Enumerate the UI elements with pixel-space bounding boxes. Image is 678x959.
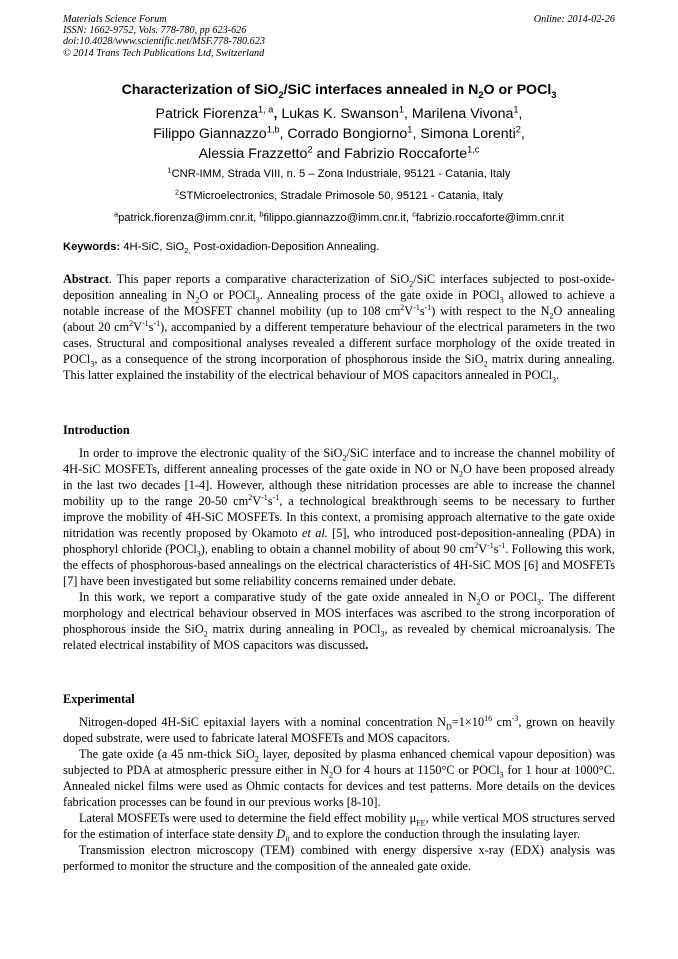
paragraph: Nitrogen-doped 4H-SiC epitaxial layers with a nominal concentration $N_D=1\times 10^{16}$ $cm^{-3}$, grown on heavily doped substrate, were used to fabricate lateral MOSFETs and MOS capacitors. <box>63 713 615 745</box>
author-line-2: Filippo Giannazzo$^{1,b}$, Corrado Bongiorno$^1$, Simona Lorenti$^2$, <box>153 124 525 142</box>
author-line-3: Alessia Frazzetto$^2$ and Fabrizio Roccaforte$^{1,c}$ <box>198 144 480 162</box>
paragraph: In order to improve the electronic quality of the SiO$_2$/SiC interface and to increase the channel mobility of 4H-SiC MOSFETs, different annealing processes of the gate oxide in NO or $N_2O$ have been proposed already in the last two decades [1-4]. However, although these nitridation processes are able to increase the channel mobility up to the range 20-50 $cm^2V^{-1}s^{-1}$, a technological breakthrough seems to be necessary to further improve the mobility of 4H-SiC MOSFETs. In this context, a promising approach alternative to the gate oxide nitridation was recently proposed by Okamoto et al. [5], who introduced post-deposition-annealing (PDA) in phosphoryl chloride (POCl$_3$), enabling to obtain a channel mobility of about 90 $cm^2V^{-1}s^{-1}$. Following this work, the effects of phosphorous-based annealings on the electrical characteristics of 4H-SiC MOS [6] and MOSFETs [7] have been investigated but some reliability concerns remained under debate. <box>63 446 616 588</box>
experimental-body <box>63 714 615 874</box>
keywords: Keywords: 4H-SiC, SiO$_{2,}$ Post-oxidadion-Deposition Annealing. <box>63 241 380 256</box>
author-name: Lukas K. Swanson <box>281 106 399 122</box>
keywords-label: Keywords: <box>63 241 121 253</box>
journal-issn: ISSN: 1662-9752, Vols. 778-780, pp 623-626 <box>63 25 247 37</box>
author-name: Filippo Giannazzo <box>153 126 267 142</box>
author-name: Corrado Bongiorno <box>287 126 408 142</box>
author-name: Fabrizio Roccaforte <box>344 146 468 162</box>
author-name: Simona Lorenti <box>420 126 516 142</box>
author-name: Patrick Fiorenza <box>155 106 259 122</box>
author-name: Marilena Vivona <box>411 106 514 122</box>
journal-name: Materials Science Forum <box>63 14 167 25</box>
introduction-body <box>63 445 615 653</box>
abstract: Abstract. This paper reports a comparative characterization of SiO$_2$/SiC interfaces subjected to post-oxide-deposition annealing in $N_2O$ or POCl$_3$. Annealing process of the gate oxide in POCl$_3$ allowed to achieve a notable increase of the MOSFET channel mobility (up to 108 $cm^2V^{-1}s^{-1}$) with respect to the $N_2O$ annealing (about 20 $cm^2V^{-1}s^{-1}$), accompanied by a different temperature behaviour of the electrical parameters in the two cases. Structural and compositional analyses revealed a different surface morphology of the oxide treated in POCl$_3$, as a consequence of the strong incorporation of phosphorous inside the SiO$_2$ matrix during annealing. This latter explained the instability of the electrical behaviour of MOS capacitors annealed in POCl$_3$. <box>63 272 615 385</box>
author-name: Alessia Frazzetto <box>198 146 308 162</box>
email-link[interactable]: filippo.giannazzo@imm.cnr.it, <box>263 212 413 224</box>
abstract-label: Abstract <box>63 272 109 286</box>
section-heading-experimental: Experimental <box>63 692 135 706</box>
journal-doi[interactable]: doi:10.4028/www.scientific.net/MSF.778-780.623 <box>63 36 265 48</box>
affiliation-2: $^2$STMicroelectronics, Stradale Primosole 50, 95121 - Catania, Italy <box>174 187 503 202</box>
affiliation-1: $^1$CNR-IMM, Strada VIII, n. 5 – Zona Industriale, 95121 - Catania, Italy <box>167 165 511 180</box>
paragraph: Transmission electron microscopy (TEM) combined with energy dispersive x-ray (EDX) analysis was performed to monitor the structure and the composition of the annealed gate oxide. <box>63 843 615 873</box>
paragraph: The gate oxide (a 45 nm-thick SiO$_2$ layer, deposited by plasma enhanced chemical vapour deposition) was subjected to PDA at atmospheric pressure either in $N_2O$ for 4 hours at 1150°C or POCl$_3$ for 1 hour at 1000°C. Annealed nickel films were used as Ohmic contacts for devices and test patterns. More details on the devices fabrication processes can be found in our previous works [8-10]. <box>63 747 615 809</box>
paragraph: In this work, we report a comparative study of the gate oxide annealed in $N_2O$ or POCl$_3$. The different morphology and electrical behaviour observed in MOS interfaces was ascribed to the strong incorporation of phosphorous inside the SiO$_2$ matrix during annealing in POCl$_3$, as revealed by chemical microanalysis. The related electrical instability of MOS capacitors was discussed. <box>63 590 615 652</box>
author-list <box>0 104 678 164</box>
section-heading-introduction: Introduction <box>63 423 130 437</box>
author-line-1: Patrick Fiorenza$^{1, a}$, Lukas K. Swanson$^1$, Marilena Vivona$^1$, <box>155 104 523 122</box>
paragraph: Lateral MOSFETs were used to determine the field effect mobility $\mu_{FE}$, while vertical MOS structures served for the estimation of interface state density $D_{it}$ and to explore the conduction through the insulating layer. <box>63 811 615 844</box>
email-link[interactable]: patrick.fiorenza@imm.cnr.it, <box>118 212 260 224</box>
journal-copyright: © 2014 Trans Tech Publications Ltd, Switzerland <box>63 47 265 59</box>
journal-header <box>63 14 265 59</box>
email-link[interactable]: fabrizio.roccaforte@imm.cnr.it <box>415 212 564 224</box>
paper-title: Characterization of SiO$_2$/SiC interfaces annealed in $N_2O$ or POCl$_3$ <box>121 82 557 100</box>
online-date: Online: 2014-02-26 <box>533 14 615 25</box>
email-list: $^a$patrick.fiorenza@imm.cnr.it, $^b$filippo.giannazzo@imm.cnr.it, $^c$fabrizio.roccaforte@imm.cnr.it <box>114 209 564 224</box>
